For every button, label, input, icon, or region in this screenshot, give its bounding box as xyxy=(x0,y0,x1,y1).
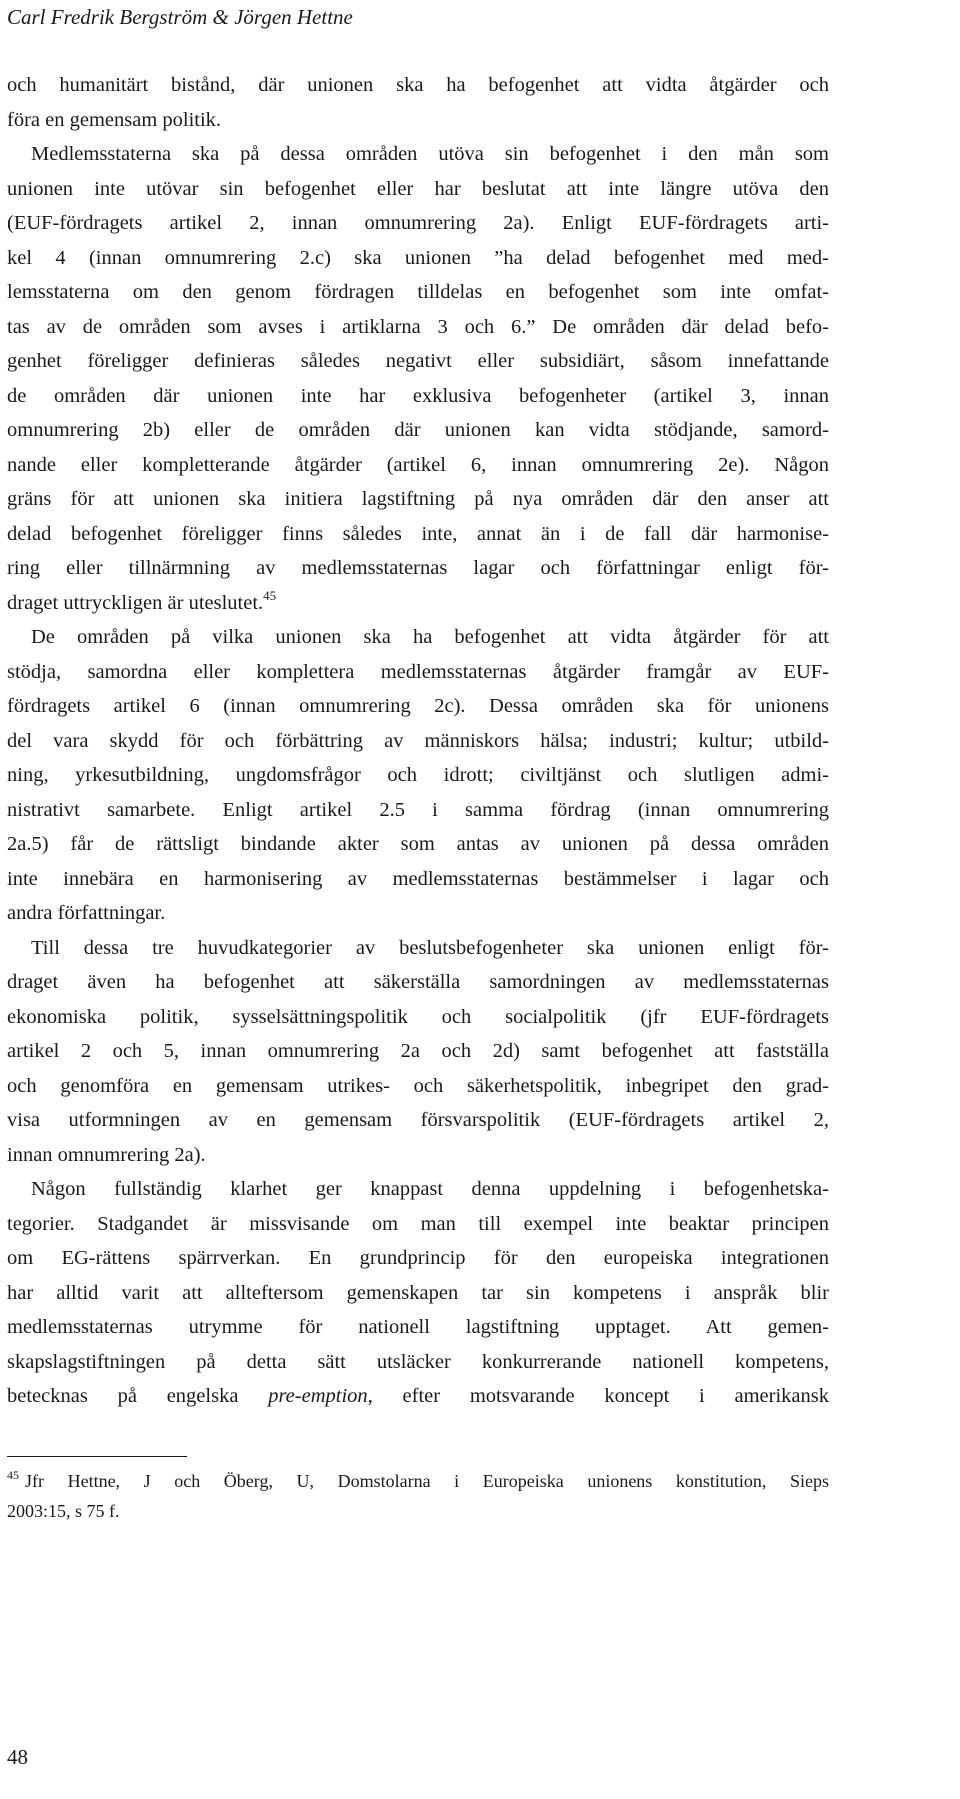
text-line: medlemsstaternas utrymme för nationell lagstiftning upptaget. Att gemen- xyxy=(7,1316,829,1338)
text-line: inte innebära en harmonisering av medlemsstaternas bestämmelser i lagar och xyxy=(7,867,829,890)
text-line: ekonomiska politik, sysselsättningspolitik och socialpolitik (jfr EUF-fördragets xyxy=(7,1005,829,1028)
text-line: artikel 2 och 5, innan omnumrering 2a och 2d) samt befogenhet att fastställa xyxy=(7,1040,829,1062)
text-line: stödja, samordna eller komplettera medlemsstaternas åtgärder framgår av EUF- xyxy=(7,660,829,683)
text-line: kel 4 (innan omnumrering 2.c) ska unionen ”ha delad befogenhet med med- xyxy=(7,246,829,269)
footnote-number: 45 xyxy=(7,1468,19,1482)
text-line: Någon fullständig klarhet ger knappast denna uppdelning i befogenhetska- xyxy=(31,1178,829,1200)
text-line: om EG-rättens spärrverkan. En grundprincip för den europeiska integrationen xyxy=(7,1247,829,1269)
text-line: innan omnumrering 2a). xyxy=(7,1143,206,1166)
text-line: ning, yrkesutbildning, ungdomsfrågor och idrott; civiltjänst och slutligen admi- xyxy=(7,764,829,786)
text-line: Till dessa tre huvudkategorier av beslutsbefogenheter ska unionen enligt för- xyxy=(31,936,829,959)
footnote-text: Jfr Hettne, J och Öberg, U, Domstolarna i Europeiska unionens konstitution, Sieps xyxy=(25,1471,829,1491)
text-line: fördragets artikel 6 (innan omnumrering 2c). Dessa områden ska för unionens xyxy=(7,695,829,717)
text-line: delad befogenhet föreligger finns således inte, annat än i de fall där harmonise- xyxy=(7,522,829,545)
emphasis-term: pre-emption xyxy=(268,1385,368,1407)
text-line: genhet föreligger definieras således negativt eller subsidiärt, såsom innefattande xyxy=(7,350,829,372)
text-line: föra en gemensam politik. xyxy=(7,108,222,131)
text-line: 2a.5) får de rättsligt bindande akter som antas av unionen på dessa områden xyxy=(7,833,829,855)
text-line xyxy=(7,586,829,621)
text-line: lemsstaterna om den genom fördragen tilldelas en befogenhet som inte omfat- xyxy=(7,281,829,303)
text-line: De områden på vilka unionen ska ha befogenhet att vidta åtgärder för att xyxy=(31,626,829,648)
text-line: och genomföra en gemensam utrikes- och säkerhetspolitik, inbegripet den grad- xyxy=(7,1074,829,1097)
body-text xyxy=(7,68,829,1414)
text-line xyxy=(7,1379,829,1414)
text-fragment: betecknas på engelska xyxy=(7,1385,269,1407)
text-line: nande eller kompletterande åtgärder (artikel 6, innan omnumrering 2e). Någon xyxy=(7,453,829,476)
text-line: skapslagstiftningen på detta sätt utsläcker konkurrerande nationell kompetens, xyxy=(7,1350,829,1373)
footnote-area xyxy=(7,1466,829,1526)
text-line: och humanitärt bistånd, där unionen ska ha befogenhet att vidta åtgärder och xyxy=(7,74,829,96)
paragraph-2 xyxy=(7,137,829,620)
text-line: visa utformningen av en gemensam försvarspolitik (EUF-fördragets artikel 2, xyxy=(7,1109,829,1131)
paragraph-5 xyxy=(7,1172,829,1414)
text-line: gräns för att unionen ska initiera lagstiftning på nya områden där den anser att xyxy=(7,488,829,510)
text-line: (EUF-fördragets artikel 2, innan omnumrering 2a). Enligt EUF-fördragets arti- xyxy=(7,212,829,234)
text-fragment: , efter motsvarande koncept i amerikansk xyxy=(367,1385,829,1407)
text-line: Medlemsstaterna ska på dessa områden utöva sin befogenhet i den mån som xyxy=(31,143,829,165)
text-line: de områden där unionen inte har exklusiva befogenheter (artikel 3, innan xyxy=(7,384,829,407)
page-number: 48 xyxy=(7,1745,28,1769)
paragraph-3 xyxy=(7,620,829,931)
text-fragment: draget uttryckligen är uteslutet. xyxy=(7,591,264,614)
text-line: ring eller tillnärmning av medlemsstaternas lagar och författningar enligt för- xyxy=(7,557,829,579)
footnote-reference[interactable]: 45 xyxy=(263,587,277,603)
footnote-divider xyxy=(7,1456,187,1457)
text-line: andra författningar. xyxy=(7,902,166,924)
paragraph-1 xyxy=(7,68,829,137)
text-line: omnumrering 2b) eller de områden där unionen kan vidta stödjande, samord- xyxy=(7,419,829,441)
text-line: tegorier. Stadgandet är missvisande om man till exempel inte beaktar principen xyxy=(7,1212,829,1235)
text-line: har alltid varit att allteftersom gemenskapen tar sin kompetens i anspråk blir xyxy=(7,1281,829,1304)
text-line: draget även ha befogenhet att säkerställa samordningen av medlemsstaternas xyxy=(7,971,829,993)
footnote-line xyxy=(7,1466,829,1496)
text-line: tas av de områden som avses i artiklarna 3 och 6.” De områden där delad befo- xyxy=(7,315,829,338)
footnote-line: 2003:15, s 75 f. xyxy=(7,1501,120,1521)
paragraph-4 xyxy=(7,931,829,1173)
running-head: Carl Fredrik Bergström & Jörgen Hettne xyxy=(7,5,353,29)
text-line: unionen inte utövar sin befogenhet eller har beslutat att inte längre utöva den xyxy=(7,177,829,200)
text-line: del vara skydd för och förbättring av människors hälsa; industri; kultur; utbild- xyxy=(7,729,829,752)
text-line: nistrativt samarbete. Enligt artikel 2.5 i samma fördrag (innan omnumrering xyxy=(7,798,829,821)
